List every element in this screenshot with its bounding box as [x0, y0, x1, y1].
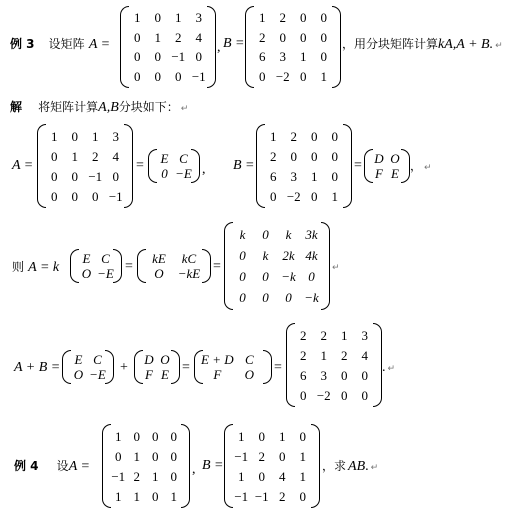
sum-plus: +	[120, 360, 128, 375]
matrix-cell: 0	[341, 367, 348, 383]
matrix-cell: D	[144, 352, 154, 367]
right-bracket	[105, 350, 114, 384]
matrix-cell: 4	[195, 29, 202, 45]
matrix-cell: 0	[134, 49, 141, 65]
matrix-cell: 0	[262, 269, 269, 284]
return-mark-icon: ↵	[424, 163, 432, 173]
example4-label: 例 4	[14, 459, 39, 473]
matrix-cell: 2	[92, 148, 99, 164]
matrix-cell: 0	[311, 128, 318, 144]
kA-kblock	[137, 249, 211, 283]
matrix-cell: 3	[290, 168, 297, 184]
matrix-cell: −1	[254, 488, 269, 504]
example3-matrix-A	[120, 6, 216, 88]
matrix-cell: kE	[152, 251, 166, 266]
matrix-cell: 3	[361, 327, 368, 343]
matrix-cell: 1	[92, 128, 99, 144]
matrix-cell: 0	[51, 188, 58, 204]
matrix-cell: 1	[320, 347, 327, 363]
right-bracket	[202, 249, 211, 283]
matrix-cell: O	[73, 367, 84, 382]
right-bracket	[191, 149, 200, 183]
matrix-cell: 0	[239, 248, 246, 263]
matrix-cell: 0	[154, 10, 161, 26]
matrix-cell: 0	[259, 68, 266, 84]
example3-matrix-B	[245, 6, 341, 88]
matrix-cell: 3	[279, 49, 286, 65]
matrix-cell: −2	[316, 387, 331, 403]
matrix-cell: 0	[331, 148, 338, 164]
matrix-cell: 2	[320, 327, 327, 343]
matrix-cell: 0	[290, 148, 297, 164]
matrix-cell: 0	[115, 448, 122, 464]
example4-matrix-B	[224, 424, 320, 508]
matrix-cell: −1	[234, 488, 249, 504]
matrix-cell: 0	[175, 68, 182, 84]
solution-B-eq: B =	[233, 158, 255, 173]
matrix-cell: 1	[152, 468, 159, 484]
matrix-cell: 1	[51, 128, 58, 144]
kA-eq-1: =	[125, 259, 133, 274]
right-bracket	[321, 222, 330, 310]
matrix-cell: 1	[175, 10, 182, 26]
matrix-cell: 2	[300, 347, 307, 363]
matrix-cell: 1	[299, 448, 306, 464]
matrix-cell: −k	[281, 269, 296, 284]
matrix-cell: 0	[331, 168, 338, 184]
solution-tail: ， ↵	[410, 159, 432, 173]
matrix-cell: 0	[170, 428, 177, 444]
example3-line	[10, 36, 110, 53]
matrix-cell: 2	[279, 488, 286, 504]
matrix-cell: 3	[112, 128, 119, 144]
return-mark-icon: ↵	[180, 104, 189, 114]
matrix-cell: E	[82, 251, 91, 266]
kA-tail	[330, 259, 340, 276]
matrix-cell: 0	[299, 428, 306, 444]
matrix-cell: −kE	[177, 266, 201, 281]
matrix-cell: 4	[361, 347, 368, 363]
matrix-cell: 2	[133, 468, 140, 484]
matrix-cell: 0	[170, 448, 177, 464]
matrix-cell: 0	[239, 269, 246, 284]
kA-eq-2: =	[213, 259, 221, 274]
matrix-cell: 0	[112, 168, 119, 184]
matrix-cell: 1	[311, 168, 318, 184]
matrix-cell: O	[160, 352, 170, 367]
matrix-cell: 0	[51, 148, 58, 164]
kA-block	[70, 249, 122, 283]
solution-block-B	[364, 149, 410, 183]
example3-B-eq: B =	[223, 36, 245, 51]
matrix-cell: 0	[341, 387, 348, 403]
sum-eq-2: =	[274, 360, 282, 375]
matrix-cell: −E	[97, 266, 114, 281]
matrix-cell: C	[179, 151, 188, 166]
matrix-cell: 0	[258, 428, 265, 444]
matrix-cell: 1	[71, 148, 78, 164]
solution-eq-1: =	[136, 158, 144, 173]
kA-result	[224, 222, 330, 310]
matrix-cell: −1	[234, 448, 249, 464]
right-bracket	[373, 323, 382, 407]
matrix-cell: E	[161, 367, 169, 382]
matrix-cell: 0	[300, 387, 307, 403]
matrix-cell: 0	[320, 29, 327, 45]
example3-tail: ，用分块矩阵计算kA,A + B. ↵	[342, 37, 503, 52]
matrix-cell: −2	[286, 188, 301, 204]
matrix-cell: O	[81, 266, 92, 281]
matrix-cell: 2	[300, 327, 307, 343]
right-bracket	[332, 6, 341, 88]
solution-matrix-A	[37, 124, 133, 208]
matrix-cell: 0	[51, 168, 58, 184]
return-mark-icon: ↵	[495, 41, 503, 51]
matrix-cell: 0	[161, 166, 168, 181]
matrix-cell: 0	[258, 468, 265, 484]
example4-matrix-A	[102, 424, 190, 508]
right-bracket	[311, 424, 320, 508]
matrix-cell: 0	[154, 68, 161, 84]
example3-intro: 设矩阵	[48, 37, 85, 51]
matrix-cell: 1	[341, 327, 348, 343]
matrix-cell: C	[244, 352, 254, 367]
matrix-cell: 2	[258, 448, 265, 464]
sum-block-result	[194, 350, 272, 384]
sum-tail: . ↵	[382, 360, 396, 375]
matrix-cell: 1	[170, 488, 177, 504]
solution-comma: ,	[202, 162, 206, 177]
matrix-cell: 0	[279, 448, 286, 464]
matrix-cell: 0	[71, 168, 78, 184]
return-mark-icon: ↵	[387, 364, 396, 374]
matrix-cell: 0	[134, 68, 141, 84]
example3-A-eq: A =	[88, 37, 111, 52]
matrix-cell: 0	[152, 428, 159, 444]
matrix-cell: 1	[270, 128, 277, 144]
matrix-cell: −E	[89, 367, 106, 382]
matrix-cell: 6	[300, 367, 307, 383]
matrix-cell: 0	[92, 188, 99, 204]
matrix-cell: 2	[290, 128, 297, 144]
matrix-cell: E + D	[201, 352, 234, 367]
sum-block-A	[62, 350, 114, 384]
example4-line: 例 4 设A =	[14, 459, 90, 474]
matrix-cell: 0	[300, 10, 307, 26]
matrix-cell: −1	[171, 49, 186, 65]
matrix-cell: 0	[154, 49, 161, 65]
matrix-cell: −k	[304, 290, 319, 305]
matrix-cell: 0	[311, 148, 318, 164]
matrix-cell: 6	[270, 168, 277, 184]
matrix-cell: 1	[238, 428, 245, 444]
matrix-cell: 3k	[305, 227, 318, 242]
matrix-cell: k	[239, 227, 246, 242]
matrix-cell: 2	[175, 29, 182, 45]
return-mark-icon: ↵	[332, 263, 340, 273]
matrix-cell: E	[160, 151, 169, 166]
matrix-cell: 2	[270, 148, 277, 164]
right-bracket	[263, 350, 272, 384]
matrix-cell: 1	[259, 10, 266, 26]
matrix-cell: 0	[331, 128, 338, 144]
matrix-cell: 0	[71, 128, 78, 144]
right-bracket	[207, 6, 216, 88]
right-bracket	[401, 149, 410, 183]
example4-tail: ，求 AB. ↵	[322, 459, 379, 474]
matrix-cell: 1	[279, 428, 286, 444]
sum-block-B	[134, 350, 180, 384]
matrix-cell: 0	[361, 387, 368, 403]
right-bracket	[124, 124, 133, 208]
matrix-cell: k	[262, 248, 269, 263]
matrix-cell: F	[375, 166, 383, 181]
matrix-cell: 1	[154, 29, 161, 45]
solution-block-A	[148, 149, 200, 183]
matrix-cell: E	[74, 352, 83, 367]
matrix-cell: 0	[300, 68, 307, 84]
matrix-cell: E	[391, 166, 399, 181]
matrix-cell: F	[145, 367, 153, 382]
matrix-cell: 3	[195, 10, 202, 26]
matrix-cell: 2	[341, 347, 348, 363]
matrix-cell: 2	[279, 10, 286, 26]
matrix-cell: k	[285, 227, 292, 242]
matrix-cell: 3	[320, 367, 327, 383]
matrix-cell: F	[213, 367, 222, 382]
matrix-cell: 1	[115, 428, 122, 444]
matrix-cell: 0	[262, 227, 269, 242]
matrix-cell: 0	[133, 428, 140, 444]
matrix-cell: 0	[279, 29, 286, 45]
matrix-cell: 1	[134, 10, 141, 26]
return-mark-icon: ↵	[370, 463, 379, 473]
matrix-cell: 0	[134, 29, 141, 45]
matrix-cell: 6	[259, 49, 266, 65]
matrix-cell: −E	[175, 166, 192, 181]
matrix-cell: kC	[181, 251, 197, 266]
matrix-cell: 1	[320, 68, 327, 84]
matrix-cell: 4k	[305, 248, 318, 263]
matrix-cell: O	[390, 151, 400, 166]
sum-eq-1: =	[182, 360, 190, 375]
right-bracket	[171, 350, 180, 384]
matrix-cell: −1	[191, 68, 206, 84]
matrix-cell: 1	[115, 488, 122, 504]
matrix-cell: 0	[170, 468, 177, 484]
example4-comma: ,	[192, 462, 196, 477]
matrix-cell: −1	[111, 468, 126, 484]
matrix-cell: 4	[279, 468, 286, 484]
matrix-cell: 1	[238, 468, 245, 484]
sum-lhs: A + B =	[14, 360, 61, 375]
matrix-cell: 0	[320, 10, 327, 26]
matrix-cell: D	[374, 151, 384, 166]
right-bracket	[113, 249, 122, 283]
matrix-cell: 0	[152, 488, 159, 504]
matrix-cell: 0	[239, 290, 246, 305]
right-bracket	[181, 424, 190, 508]
solution-matrix-B	[256, 124, 352, 208]
matrix-cell: 4	[112, 148, 119, 164]
matrix-cell: 0	[285, 290, 292, 305]
matrix-cell: 1	[300, 49, 307, 65]
matrix-cell: 1	[299, 468, 306, 484]
matrix-cell: O	[154, 266, 164, 281]
sum-result	[286, 323, 382, 407]
matrix-cell: 0	[361, 367, 368, 383]
matrix-cell: 0	[299, 488, 306, 504]
kA-lhs: 则 A = k	[12, 260, 60, 275]
matrix-cell: 0	[71, 188, 78, 204]
matrix-cell: 0	[195, 49, 202, 65]
matrix-cell: 0	[262, 290, 269, 305]
matrix-cell: 0	[270, 188, 277, 204]
matrix-cell: 0	[152, 448, 159, 464]
matrix-cell: 0	[311, 188, 318, 204]
example3-comma: ,	[217, 40, 221, 55]
matrix-cell: 2	[259, 29, 266, 45]
matrix-cell: C	[101, 251, 110, 266]
solution-eq-2: =	[354, 158, 362, 173]
solution-A-eq: A =	[12, 158, 34, 173]
matrix-cell: C	[93, 352, 102, 367]
matrix-cell: −2	[275, 68, 290, 84]
matrix-cell: 0	[308, 269, 315, 284]
example3-label: 例 3	[10, 37, 35, 51]
matrix-cell: 2k	[282, 248, 295, 263]
matrix-cell: 0	[300, 29, 307, 45]
solution-line: 解 将矩阵计算A,B分块如下： ↵	[10, 100, 189, 115]
matrix-cell: 1	[331, 188, 338, 204]
matrix-cell: 0	[320, 49, 327, 65]
matrix-cell: 1	[133, 448, 140, 464]
solution-label: 解	[10, 100, 23, 114]
example4-B-eq: B =	[202, 458, 224, 473]
matrix-cell: O	[244, 367, 254, 382]
matrix-cell: 1	[133, 488, 140, 504]
matrix-cell: −1	[88, 168, 103, 184]
matrix-cell: −1	[108, 188, 123, 204]
right-bracket	[343, 124, 352, 208]
